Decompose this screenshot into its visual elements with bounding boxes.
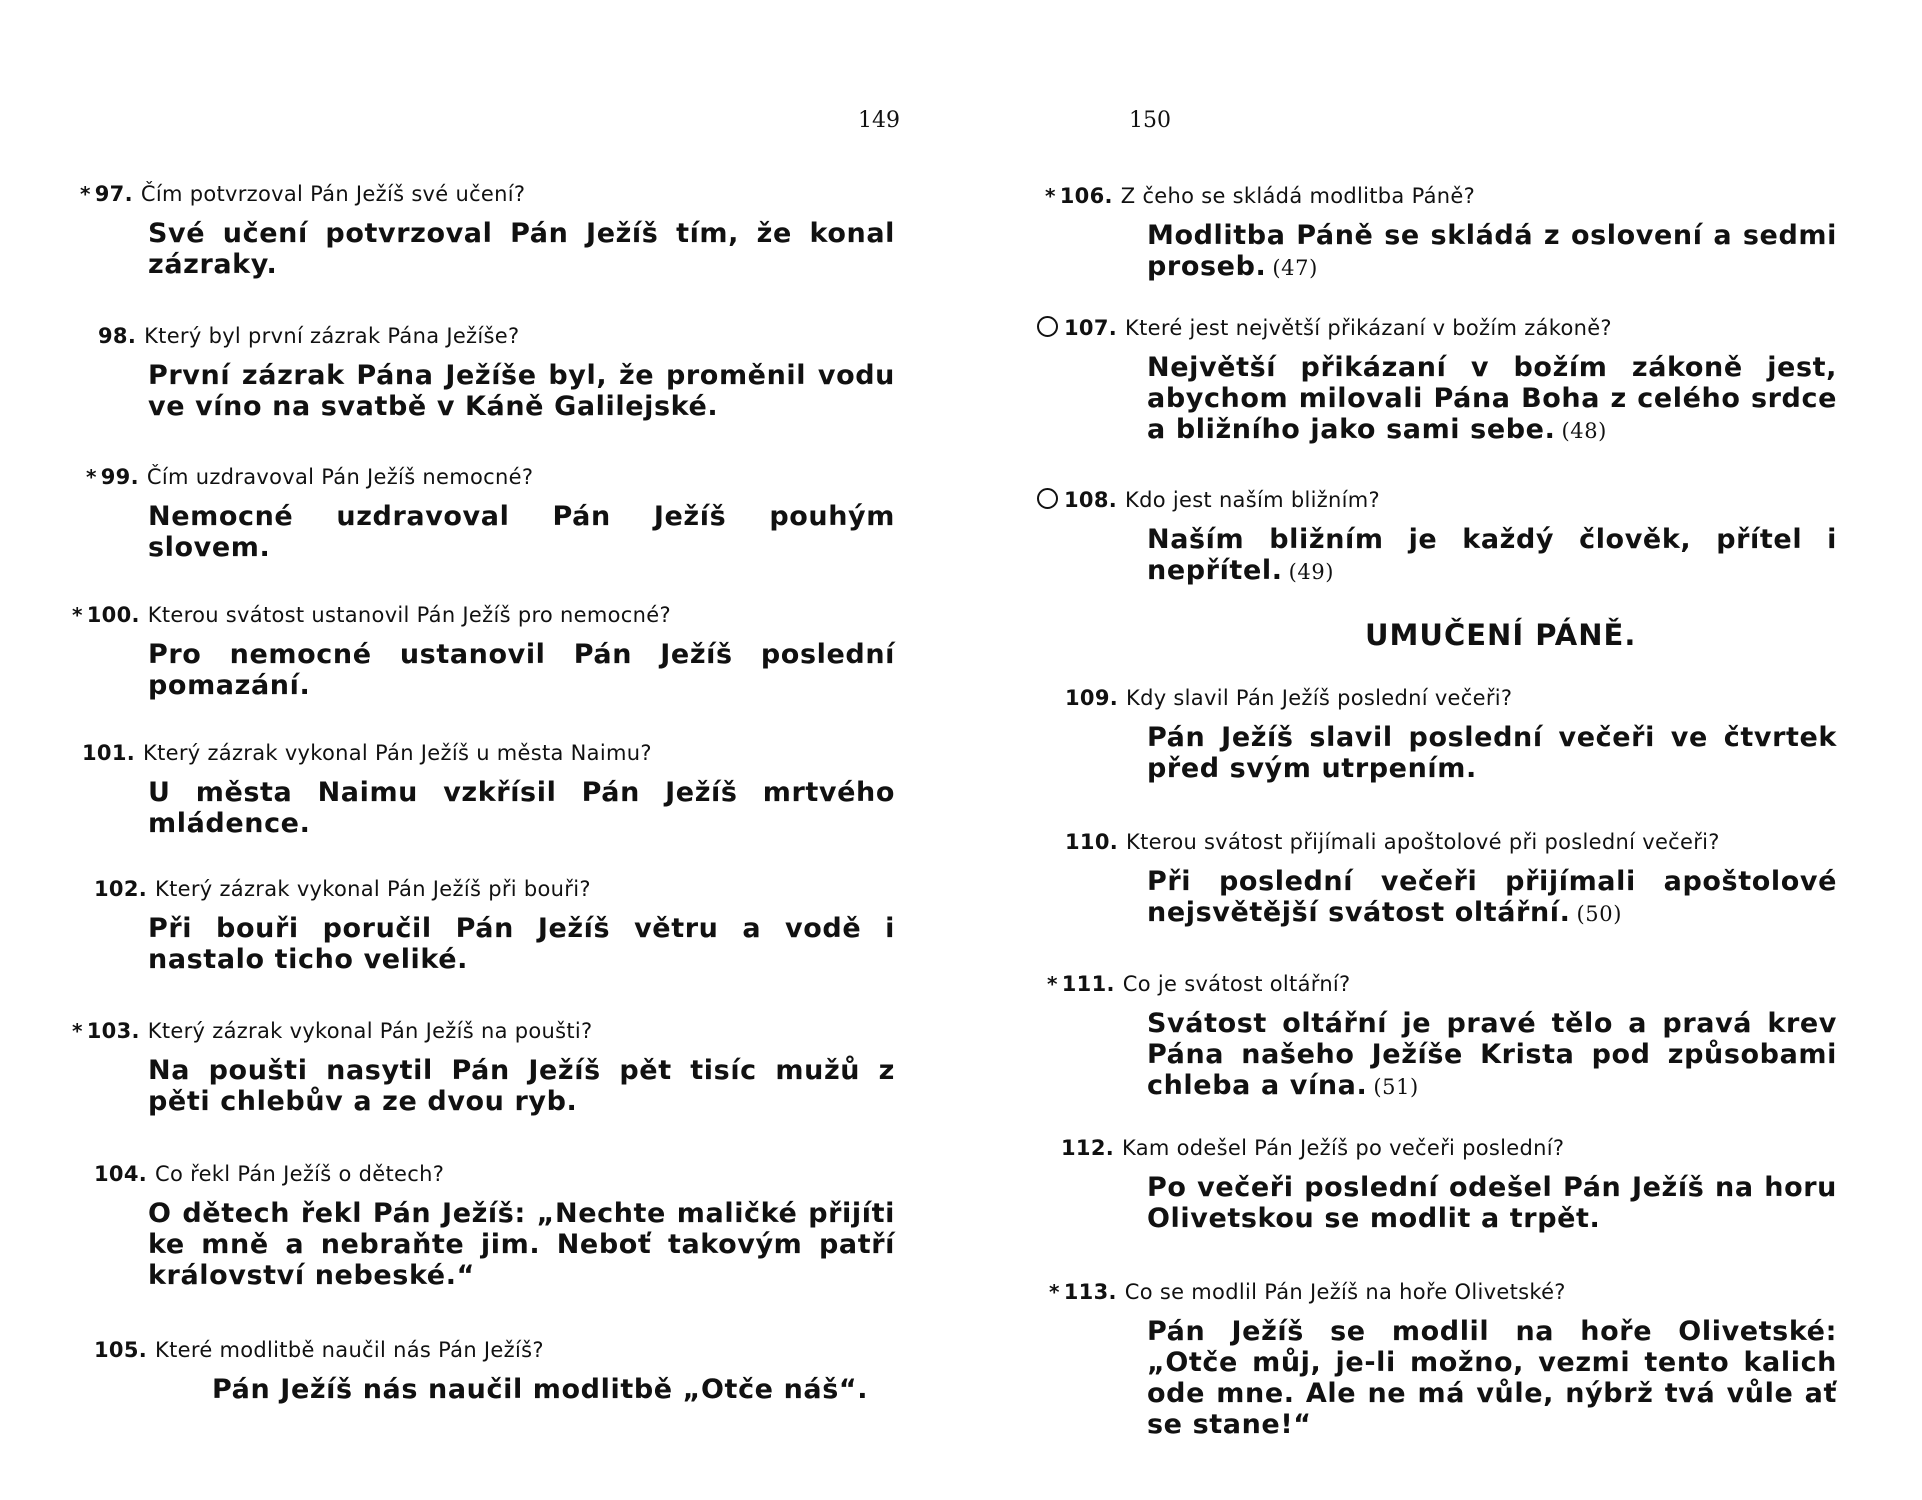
qa-item (1049, 1278, 1837, 1440)
answer-text: První zázrak Pána Ježíše byl, že proměnil vodu ve víno na svatbě v Káně Galilejské. (148, 360, 895, 422)
question (80, 180, 895, 208)
asterisk-mark: * (72, 603, 83, 627)
answer (148, 501, 895, 563)
question (1061, 1134, 1837, 1162)
answer (1147, 1008, 1837, 1103)
qa-item (94, 1160, 895, 1291)
qa-item (94, 875, 895, 975)
question-number: 101. (82, 741, 136, 765)
question (94, 1160, 895, 1188)
qa-item (1065, 684, 1837, 784)
qa-item (1045, 182, 1837, 284)
qa-item (72, 601, 895, 701)
question (1037, 314, 1837, 342)
answer-text: Své učení potvrzoval Pán Ježíš tím, že konal zázraky. (148, 218, 895, 280)
footnote-ref: (47) (1272, 256, 1318, 280)
question (1045, 182, 1837, 210)
qa-item (1047, 970, 1837, 1103)
asterisk-mark: * (1047, 972, 1058, 996)
answer (212, 1374, 895, 1405)
question-text: Čím uzdravoval Pán Ježíš nemocné? (146, 465, 534, 489)
question-text: Který byl první zázrak Pána Ježíše? (144, 324, 520, 348)
question (82, 739, 895, 767)
page-number: 150 (1129, 108, 1171, 133)
question (94, 1336, 895, 1364)
question-number: 105. (94, 1338, 148, 1362)
answer (1147, 866, 1837, 930)
answer-text: Největší přikázaní v božím zákoně jest, abychom milovali Pána Boha z celého srdce a bližního jako sami sebe. (1147, 352, 1837, 445)
asterisk-mark: * (72, 1019, 83, 1043)
question (98, 322, 895, 350)
question-number: 104. (94, 1162, 148, 1186)
page-number: 149 (858, 108, 900, 133)
question-number: 111. (1061, 972, 1115, 996)
question (1047, 970, 1837, 998)
answer (148, 1055, 895, 1117)
question-text: Který zázrak vykonal Pán Ježíš při bouři? (155, 877, 591, 901)
question (94, 875, 895, 903)
circle-mark (1037, 316, 1058, 337)
question-text: Kam odešel Pán Ježíš po večeři poslední? (1122, 1136, 1565, 1160)
section-heading: UMUČENÍ PÁNĚ. (1365, 618, 1637, 652)
answer (1147, 524, 1837, 588)
answer (148, 777, 895, 839)
circle-mark (1037, 488, 1058, 509)
footnote-ref: (48) (1561, 419, 1607, 443)
question-number: 113. (1063, 1280, 1117, 1304)
question-number: 112. (1061, 1136, 1115, 1160)
answer (1147, 1316, 1837, 1440)
asterisk-mark: * (86, 465, 97, 489)
qa-item (94, 1336, 895, 1405)
answer-text: Nemocné uzdravoval Pán Ježíš pouhým slovem. (148, 501, 895, 563)
question-number: 110. (1065, 830, 1119, 854)
answer-text: Po večeři poslední odešel Pán Ježíš na horu Olivetskou se modlit a trpět. (1147, 1172, 1837, 1234)
qa-item (86, 463, 895, 563)
question-text: Co je svátost oltářní? (1122, 972, 1351, 996)
question-text: Kdy slavil Pán Ježíš poslední večeři? (1126, 686, 1513, 710)
qa-item (1037, 486, 1837, 588)
qa-item (1037, 314, 1837, 447)
question-number: 103. (86, 1019, 140, 1043)
question-number: 108. (1064, 488, 1118, 512)
question-text: Co se modlil Pán Ježíš na hoře Olivetské? (1124, 1280, 1566, 1304)
qa-item (1065, 828, 1837, 930)
question-number: 102. (94, 877, 148, 901)
asterisk-mark: * (1049, 1280, 1060, 1304)
question-text: Čím potvrzoval Pán Ježíš své učení? (140, 182, 526, 206)
answer-text: Pro nemocné ustanovil Pán Ježíš poslední pomazání. (148, 639, 895, 701)
question-number: 107. (1064, 316, 1118, 340)
question-number: 98. (98, 324, 137, 348)
qa-item (98, 322, 895, 422)
qa-item (1061, 1134, 1837, 1234)
answer (1147, 352, 1837, 447)
question-number: 106. (1059, 184, 1113, 208)
answer-text: Pán Ježíš slavil poslední večeři ve čtvrtek před svým utrpením. (1147, 722, 1837, 784)
answer (1147, 722, 1837, 784)
question-number: 109. (1065, 686, 1119, 710)
question-text: Co řekl Pán Ježíš o dětech? (155, 1162, 445, 1186)
question (86, 463, 895, 491)
question-number: 99. (100, 465, 139, 489)
footnote-ref: (50) (1576, 902, 1622, 926)
answer-text: Pán Ježíš se modlil na hoře Olivetské: „Otče můj, je-li možno, vezmi tento kalich ode mne. Ale ne má vůle, nýbrž tvá vůle ať se stane!“ (1147, 1316, 1837, 1440)
question-text: Který zázrak vykonal Pán Ježíš u města Naimu? (143, 741, 652, 765)
footnote-ref: (49) (1288, 560, 1335, 584)
answer (148, 639, 895, 701)
question (1065, 828, 1837, 856)
answer-text: Svátost oltářní je pravé tělo a pravá krev Pána našeho Ježíše Krista pod způsobami chleba a vína. (1147, 1008, 1837, 1101)
answer (148, 218, 895, 280)
qa-item (80, 180, 895, 280)
question-text: Které jest největší přikázaní v božím zákoně? (1125, 316, 1612, 340)
question (1065, 684, 1837, 712)
answer-text: Pán Ježíš nás naučil modlitbě „Otče náš“. (212, 1374, 869, 1405)
right-page (961, 0, 1922, 1500)
question-text: Kterou svátost přijímali apoštolové při poslední večeři? (1126, 830, 1720, 854)
answer-text: Modlitba Páně se skládá z oslovení a sedmi proseb. (1147, 220, 1837, 282)
answer-text: U města Naimu vzkřísil Pán Ježíš mrtvého mládence. (148, 777, 895, 839)
question (1049, 1278, 1837, 1306)
answer-text: Naším bližním je každý člověk, přítel i nepřítel. (1147, 524, 1837, 586)
answer (148, 360, 895, 422)
question-text: Které modlitbě naučil nás Pán Ježíš? (155, 1338, 544, 1362)
question-text: Z čeho se skládá modlitba Páně? (1120, 184, 1476, 208)
answer-text: Při bouři poručil Pán Ježíš větru a vodě i nastalo ticho veliké. (148, 913, 895, 975)
question (1037, 486, 1837, 514)
question-text: Kterou svátost ustanovil Pán Ježíš pro nemocné? (147, 603, 671, 627)
answer (1147, 1172, 1837, 1234)
answer (148, 1198, 895, 1291)
question (72, 1017, 895, 1045)
answer-text: Na poušti nasytil Pán Ježíš pět tisíc mužů z pěti chlebův a ze dvou ryb. (148, 1055, 895, 1117)
question-number: 100. (86, 603, 140, 627)
answer (1147, 220, 1837, 284)
qa-item (82, 739, 895, 839)
answer (148, 913, 895, 975)
question-text: Který zázrak vykonal Pán Ježíš na poušti? (147, 1019, 593, 1043)
answer-text: Při poslední večeři přijímali apoštolové nejsvětější svátost oltářní. (1147, 866, 1837, 928)
question-text: Kdo jest naším bližním? (1125, 488, 1380, 512)
footnote-ref: (51) (1373, 1075, 1419, 1099)
question (72, 601, 895, 629)
answer-text: O dětech řekl Pán Ježíš: „Nechte maličké přijíti ke mně a nebraňte jim. Neboť takovým patří království nebeské.“ (148, 1198, 895, 1291)
question-number: 97. (94, 182, 133, 206)
qa-item (72, 1017, 895, 1117)
asterisk-mark: * (1045, 184, 1056, 208)
asterisk-mark: * (80, 182, 91, 206)
